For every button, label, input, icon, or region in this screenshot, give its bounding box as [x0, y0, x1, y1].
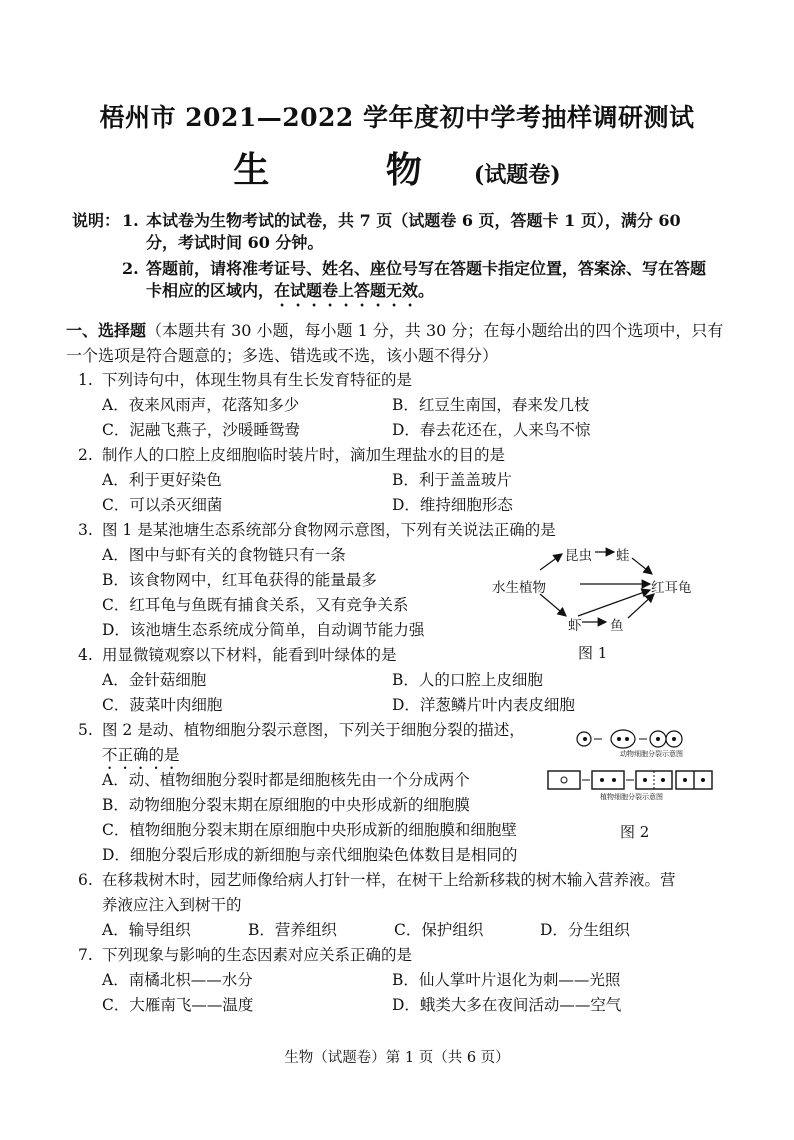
exam-title: 梧州市 2021—2022 学年度初中学考抽样调研测试: [99, 103, 695, 132]
option-b: B．仙人掌叶片退化为刺——光照: [392, 971, 621, 989]
option-a: A．金针菇细胞: [102, 671, 207, 689]
option-c: C．大雁南飞——温度: [102, 996, 254, 1014]
question-6: [78, 868, 718, 943]
question-7: [78, 943, 718, 1018]
subject-title: [0, 142, 794, 193]
question-number: 1.: [78, 371, 93, 389]
paper-type: (试题卷): [473, 162, 561, 188]
note-number: 1.: [122, 211, 139, 230]
node-producer: 水生植物: [492, 580, 546, 596]
figure-2-cell-division: [540, 725, 720, 845]
option-b: B．营养组织: [248, 921, 337, 939]
option-d: D．该池塘生态系统成分简单，自动调节能力强: [102, 621, 425, 639]
option-d: D．蛾类大多在夜间活动——空气: [392, 996, 622, 1014]
question-number: 6.: [78, 871, 93, 889]
question-1: [78, 368, 718, 443]
note-text: 答题前，请将准考证号、姓名、座位号写在答题卡指定位置，答案涂、写在答题卡相应的区域内，在试题卷上答题无效。: [146, 259, 707, 300]
question-number: 7.: [78, 946, 93, 964]
question-stem-emphasis: 不正确的是: [102, 746, 180, 764]
option-b: B．红豆生南国，春来发几枝: [392, 396, 590, 414]
subject-name: 生 物: [233, 149, 474, 191]
question-number: 4.: [78, 646, 93, 664]
question-stem: 下列现象与影响的生态因素对应关系正确的是: [102, 946, 413, 964]
option-d: D．洋葱鳞片叶内表皮细胞: [392, 696, 575, 714]
node-fish: 鱼: [610, 618, 624, 634]
option-c: C．保护组织: [394, 921, 484, 939]
node-frog: 蛙: [616, 548, 630, 564]
question-stem: 制作人的口腔上皮细胞临时装片时，滴加生理盐水的目的是: [102, 446, 506, 464]
emphasis-text: 在试题卷上答题无效: [274, 281, 419, 300]
option-d: D．分生组织: [540, 921, 630, 939]
option-a: A．利于更好染色: [102, 471, 222, 489]
option-a: A．动、植物细胞分裂时都是细胞核先由一个分成两个: [102, 771, 470, 789]
option-a: A．南橘北枳——水分: [102, 971, 253, 989]
question-stem: 图 1 是某池塘生态系统部分食物网示意图，下列有关说法正确的是: [102, 521, 556, 539]
question-stem: 用显微镜观察以下材料，能看到叶绿体的是: [102, 646, 397, 664]
option-b: B．利于盖盖玻片: [392, 471, 512, 489]
option-a: A．夜来风雨声，花落知多少: [102, 396, 300, 414]
figure-1-food-web: [490, 540, 710, 665]
option-c: C．菠菜叶肉细胞: [102, 696, 223, 714]
node-insect: 昆虫: [565, 548, 592, 564]
option-c: C．可以杀灭细菌: [102, 496, 223, 514]
option-b: B．该食物网中，红耳龟获得的能量最多: [102, 571, 377, 589]
note-number: 2.: [122, 259, 139, 278]
question-stem: 在移栽树木时，园艺师像给病人打针一样，在树干上给新移栽的树木输入营养液。营: [102, 871, 676, 889]
section-title: 一、选择题: [66, 321, 147, 340]
question-number: 3.: [78, 521, 93, 539]
option-a: A．输导组织: [102, 921, 191, 939]
option-c: C．红耳龟与鱼既有捕食关系，又有竞争关系: [102, 596, 409, 614]
node-shrimp: 虾: [568, 618, 582, 634]
section-heading: [66, 318, 726, 368]
question-list: [78, 368, 718, 1018]
question-stem-cont: 养液应注入到树干的: [102, 896, 242, 914]
figure-2-caption: 图 2: [620, 823, 650, 841]
question-2: [78, 443, 718, 518]
option-c: C．泥融飞燕子，沙暖睡鸳鸯: [102, 421, 300, 439]
option-d: D．维持细胞形态: [392, 496, 513, 514]
question-stem: 图 2 是动、植物细胞分裂示意图，下列关于细胞分裂的描述，: [102, 721, 525, 739]
instructions: [72, 210, 712, 310]
figure-1-caption: 图 1: [578, 644, 608, 662]
question-number: 5.: [78, 721, 93, 739]
plant-division-label: 植物细胞分裂示意图: [600, 793, 663, 801]
option-d: D．细胞分裂后形成的新细胞与亲代细胞染色体数目是相同的: [102, 846, 518, 864]
note-text: 本试卷为生物考试的试卷，共 7 页（试题卷 6 页，答题卡 1 页），满分 60 分，考试时间 60 分钟。: [146, 211, 681, 252]
section-instructions: （本题共有 30 小题，每小题 1 分，共 30 分；在每小题给出的四个选项中，只有一个选项是符合题意的；多选、错选或不选，该小题不得分）: [66, 321, 724, 365]
question-stem: 下列诗句中，体现生物具有生长发育特征的是: [102, 371, 413, 389]
option-b: B．人的口腔上皮细胞: [392, 671, 543, 689]
option-c: C．植物细胞分裂末期在原细胞中央形成新的细胞膜和细胞壁: [102, 821, 517, 839]
option-b: B．动物细胞分裂末期在原细胞的中央形成新的细胞膜: [102, 796, 470, 814]
page-footer: 生物（试题卷）第 1 页（共 6 页）: [284, 1050, 510, 1066]
node-turtle: 红耳龟: [651, 580, 692, 596]
question-number: 2.: [78, 446, 93, 464]
animal-division-label: 动物细胞分裂示意图: [620, 750, 683, 758]
option-a: A．图中与虾有关的食物链只有一条: [102, 546, 346, 564]
option-d: D．春去花还在，人来鸟不惊: [392, 421, 591, 439]
instructions-head: 说明：: [72, 211, 121, 230]
